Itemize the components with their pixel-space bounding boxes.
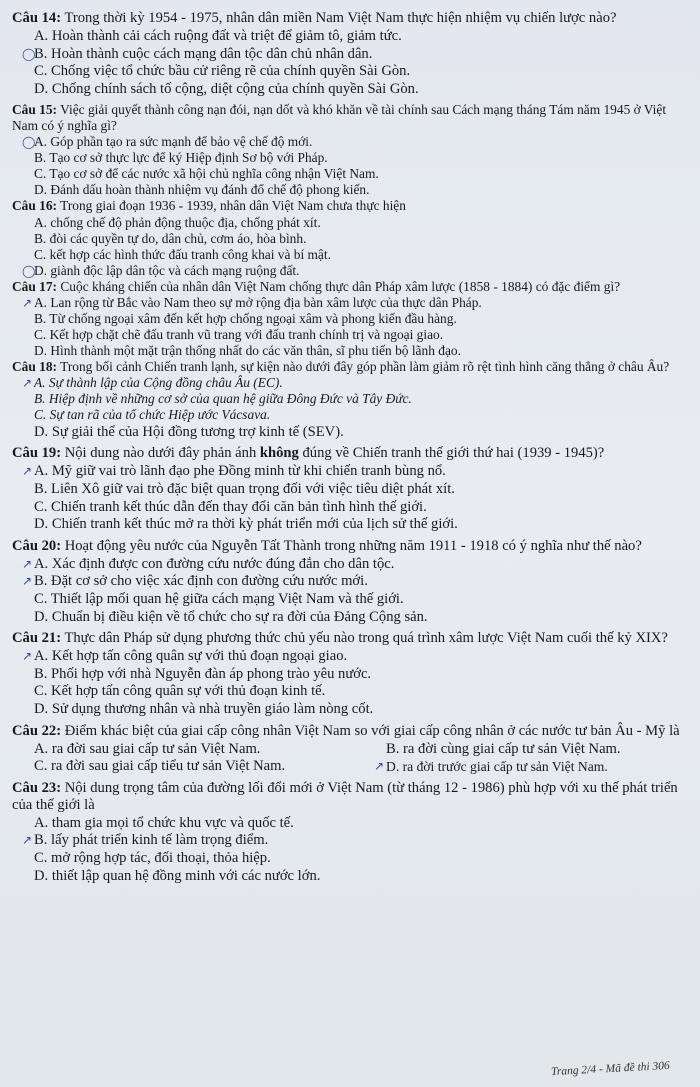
answer-mark-icon: ◯ (22, 135, 36, 150)
option-text: C. Kết hợp tấn công quân sự với thủ đoạn kinh tế. (34, 683, 326, 700)
answer-mark-icon: ◯ (22, 46, 36, 61)
option-d (12, 701, 686, 719)
question-text: Trong bối cảnh Chiến tranh lạnh, sự kiện nào dưới đây góp phần làm giảm rõ rệt tình hình căng thẳng ở châu Âu? (60, 359, 670, 374)
question-stem (12, 279, 686, 294)
question-number: Câu 21: (12, 630, 62, 647)
option-a (12, 28, 686, 46)
question-text: Trong giai đoạn 1936 - 1939, nhân dân Việt Nam chưa thực hiện (60, 198, 406, 214)
option-text: A. Mỹ giữ vai trò lãnh đạo phe Đồng minh từ khi chiến tranh bùng nổ. (34, 463, 446, 480)
option-b (12, 832, 686, 850)
option-a (12, 741, 364, 759)
question-23 (12, 780, 686, 885)
answer-mark-icon: ↗ (22, 833, 33, 848)
option-c (12, 327, 686, 343)
option-b (12, 231, 686, 247)
option-text: C. kết hợp các hình thức đấu tranh công khai và bí mật. (34, 246, 331, 262)
question-stem (12, 538, 686, 555)
option-text: C. mở rộng hợp tác, đối thoại, thỏa hiệp. (34, 849, 271, 866)
option-c (12, 591, 686, 609)
option-text: B. Phối hợp với nhà Nguyễn đàn áp phong trào yêu nước. (34, 665, 372, 682)
option-text: C. Kết hợp chặt chẽ đấu tranh vũ trang với đấu tranh chính trị và ngoại giao. (34, 327, 444, 342)
options-grid (12, 741, 686, 776)
option-text: A. Góp phần tạo ra sức mạnh để bảo vệ chế độ mới. (34, 134, 313, 150)
answer-mark-icon: ↗ (22, 574, 33, 589)
answer-mark-icon: ↗ (22, 556, 33, 571)
option-text: A. chống chế độ phản động thuộc địa, chống phát xít. (34, 214, 321, 230)
option-text: A. Hoàn thành cải cách ruộng đất và triệt để giảm tô, giảm tức. (34, 28, 402, 44)
option-c (12, 166, 686, 182)
question-22 (12, 723, 686, 776)
question-text: Nội dung trọng tâm của đường lối đổi mới ở Việt Nam (từ tháng 12 - 1986) phù hợp với xu thế phát triển của thế giới là (12, 779, 678, 813)
option-text: D. Hình thành một mặt trận thống nhất do các văn thân, sĩ phu tiến bộ lãnh đạo. (34, 343, 461, 358)
question-text: Điểm khác biệt của giai cấp công nhân Việt Nam so với giai cấp công nhân ở các nước tư bản Âu - Mỹ là (64, 722, 680, 739)
option-text: D. Chuẩn bị điều kiện về tổ chức cho sự ra đời của Đảng Cộng sản. (34, 608, 428, 625)
question-stem (12, 445, 686, 462)
question-stem (12, 359, 686, 374)
option-a (12, 134, 686, 150)
option-a (12, 215, 686, 231)
option-text: A. tham gia mọi tổ chức khu vực và quốc tế. (34, 814, 294, 831)
option-text: B. Hoàn thành cuộc cách mạng dân tộc dân chủ nhân dân. (34, 45, 373, 62)
option-text: D. Chiến tranh kết thúc mở ra thời kỳ phát triển mới của lịch sử thế giới. (34, 516, 458, 533)
option-d (12, 343, 686, 359)
option-d (12, 868, 686, 886)
option-text: A. Lan rộng từ Bắc vào Nam theo sự mở rộng địa bàn xâm lược của thực dân Pháp. (34, 295, 482, 310)
option-text: C. Thiết lập mối quan hệ giữa cách mạng Việt Nam và thế giới. (34, 590, 404, 607)
option-text: D. ra đời trước giai cấp tư sản Việt Nam. (386, 759, 608, 775)
option-d (364, 758, 686, 776)
option-text: C. ra đời sau giai cấp tiểu tư sản Việt Nam. (34, 758, 286, 775)
question-stem (12, 198, 686, 213)
option-text: C. Sự tan rã của tổ chức Hiệp ước Vácsava. (34, 407, 271, 423)
option-d (12, 182, 686, 198)
option-text: D. Đánh dấu hoàn thành nhiệm vụ đánh đổ chế độ phong kiến. (34, 182, 370, 198)
option-text: C. Chiến tranh kết thúc dẫn đến thay đổi căn bản tình hình thế giới. (34, 498, 427, 515)
question-20 (12, 538, 686, 626)
option-a (12, 375, 686, 391)
answer-mark-icon: ↗ (374, 759, 385, 774)
option-text: C. Tạo cơ sở để các nước xã hội chủ nghĩa công nhận Việt Nam. (34, 166, 379, 182)
question-text: Việc giải quyết thành công nạn đói, nạn dốt và khó khăn về tài chính sau Cách mạng tháng Tám năm 1945 ở Việt Nam có ý nghĩa gì? (12, 102, 667, 133)
option-a (12, 295, 686, 311)
option-d (12, 609, 686, 627)
option-b (12, 46, 686, 64)
answer-mark-icon: ↗ (22, 649, 33, 664)
option-c (12, 63, 686, 81)
question-number: Câu 19: (12, 445, 62, 462)
question-number: Câu 22: (12, 722, 62, 739)
option-c (12, 683, 686, 701)
option-d (12, 516, 686, 534)
answer-mark-icon: ↗ (22, 296, 33, 310)
question-18 (12, 359, 686, 441)
question-keyword: không (259, 445, 299, 462)
option-c (12, 758, 364, 776)
option-text: B. Đặt cơ sở cho việc xác định con đường cứu nước mới. (34, 573, 368, 590)
question-text: Hoạt động yêu nước của Nguyễn Tất Thành trong những năm 1911 - 1918 có ý nghĩa như thế nào? (64, 537, 642, 554)
question-number: Câu 17: (12, 278, 58, 294)
option-c (12, 499, 686, 517)
answer-mark-icon: ◯ (22, 263, 36, 278)
option-a (12, 815, 686, 833)
option-text: D. thiết lập quan hệ đồng minh với các nước lớn. (34, 867, 321, 884)
option-b (12, 573, 686, 591)
question-stem (12, 780, 686, 814)
question-14 (12, 10, 686, 98)
option-text: D. giành độc lập dân tộc và cách mạng ruộng đất. (34, 262, 300, 278)
option-text: D. Sử dụng thương nhân và nhà truyền giáo làm nòng cốt. (34, 700, 374, 717)
question-number: Câu 14: (12, 10, 62, 26)
question-stem (12, 102, 686, 133)
option-text: B. lấy phát triển kinh tế làm trọng điểm. (34, 832, 269, 849)
question-number: Câu 23: (12, 779, 62, 796)
question-stem (12, 630, 686, 647)
question-number: Câu 18: (12, 359, 58, 374)
answer-mark-icon: ↗ (22, 464, 33, 479)
option-b (364, 741, 686, 759)
option-text: B. Tạo cơ sở thực lực để ký Hiệp định Sơ bộ với Pháp. (34, 150, 328, 166)
question-16 (12, 198, 686, 278)
option-text: B. Hiệp định về những cơ sở của quan hệ giữa Đông Đức và Tây Đức. (34, 391, 412, 407)
option-text: A. Sự thành lập của Cộng đồng châu Âu (EC). (34, 375, 283, 391)
question-text-end: đúng về Chiến tranh thế giới thứ hai (1939 - 1945)? (298, 445, 605, 462)
question-text: Nội dung nào dưới đây phản ánh (64, 445, 260, 462)
option-text: A. ra đời sau giai cấp tư sản Việt Nam. (34, 740, 261, 757)
question-text: Thực dân Pháp sử dụng phương thức chủ yếu nào trong quá trình xâm lược Việt Nam cuối thế kỷ XIX? (64, 630, 668, 647)
question-19 (12, 445, 686, 533)
option-b (12, 666, 686, 684)
question-21 (12, 630, 686, 718)
option-c (12, 407, 686, 423)
option-d (12, 81, 686, 99)
option-text: A. Kết hợp tấn công quân sự với thủ đoạn ngoại giao. (34, 648, 348, 665)
answer-mark-icon: ↗ (22, 376, 33, 391)
option-text: C. Chống việc tổ chức bầu cử riêng rẽ của chính quyền Sài Gòn. (34, 63, 411, 80)
option-text: B. ra đời cùng giai cấp tư sản Việt Nam. (386, 740, 621, 757)
question-number: Câu 20: (12, 537, 62, 554)
option-text: B. đòi các quyền tự do, dân chủ, cơm áo, hòa bình. (34, 230, 307, 246)
option-d (12, 263, 686, 279)
question-text: Trong thời kỳ 1954 - 1975, nhân dân miền Nam Việt Nam thực hiện nhiệm vụ chiến lược nào? (64, 10, 617, 26)
question-text: Cuộc kháng chiến của nhân dân Việt Nam chống thực dân Pháp xâm lược (1858 - 1884) có đặc điểm gì? (60, 278, 621, 294)
option-b (12, 481, 686, 499)
question-stem (12, 10, 686, 27)
question-number: Câu 15: (12, 102, 58, 118)
option-text: D. Chống chính sách tố cộng, diệt cộng của chính quyền Sài Gòn. (34, 80, 419, 97)
option-c (12, 850, 686, 868)
question-15 (12, 102, 686, 198)
question-stem (12, 723, 686, 740)
question-number: Câu 16: (12, 198, 58, 214)
option-text: B. Từ chống ngoại xâm đến kết hợp chống ngoại xâm và phong kiến đầu hàng. (34, 311, 457, 326)
question-17 (12, 279, 686, 359)
option-a (12, 463, 686, 481)
option-b (12, 391, 686, 407)
option-text: D. Sự giải thể của Hội đồng tương trợ kinh tế (SEV). (34, 424, 344, 441)
option-c (12, 247, 686, 263)
option-text: A. Xác định được con đường cứu nước đúng đắn cho dân tộc. (34, 555, 395, 572)
option-d (12, 423, 686, 441)
option-b (12, 150, 686, 166)
option-text: B. Liên Xô giữ vai trò đặc biệt quan trọng đối với việc tiêu diệt phát xít. (34, 481, 455, 497)
option-a (12, 648, 686, 666)
option-a (12, 556, 686, 574)
option-b (12, 311, 686, 327)
page-footer: Trang 2/4 - Mã đề thi 306 (550, 1059, 671, 1079)
